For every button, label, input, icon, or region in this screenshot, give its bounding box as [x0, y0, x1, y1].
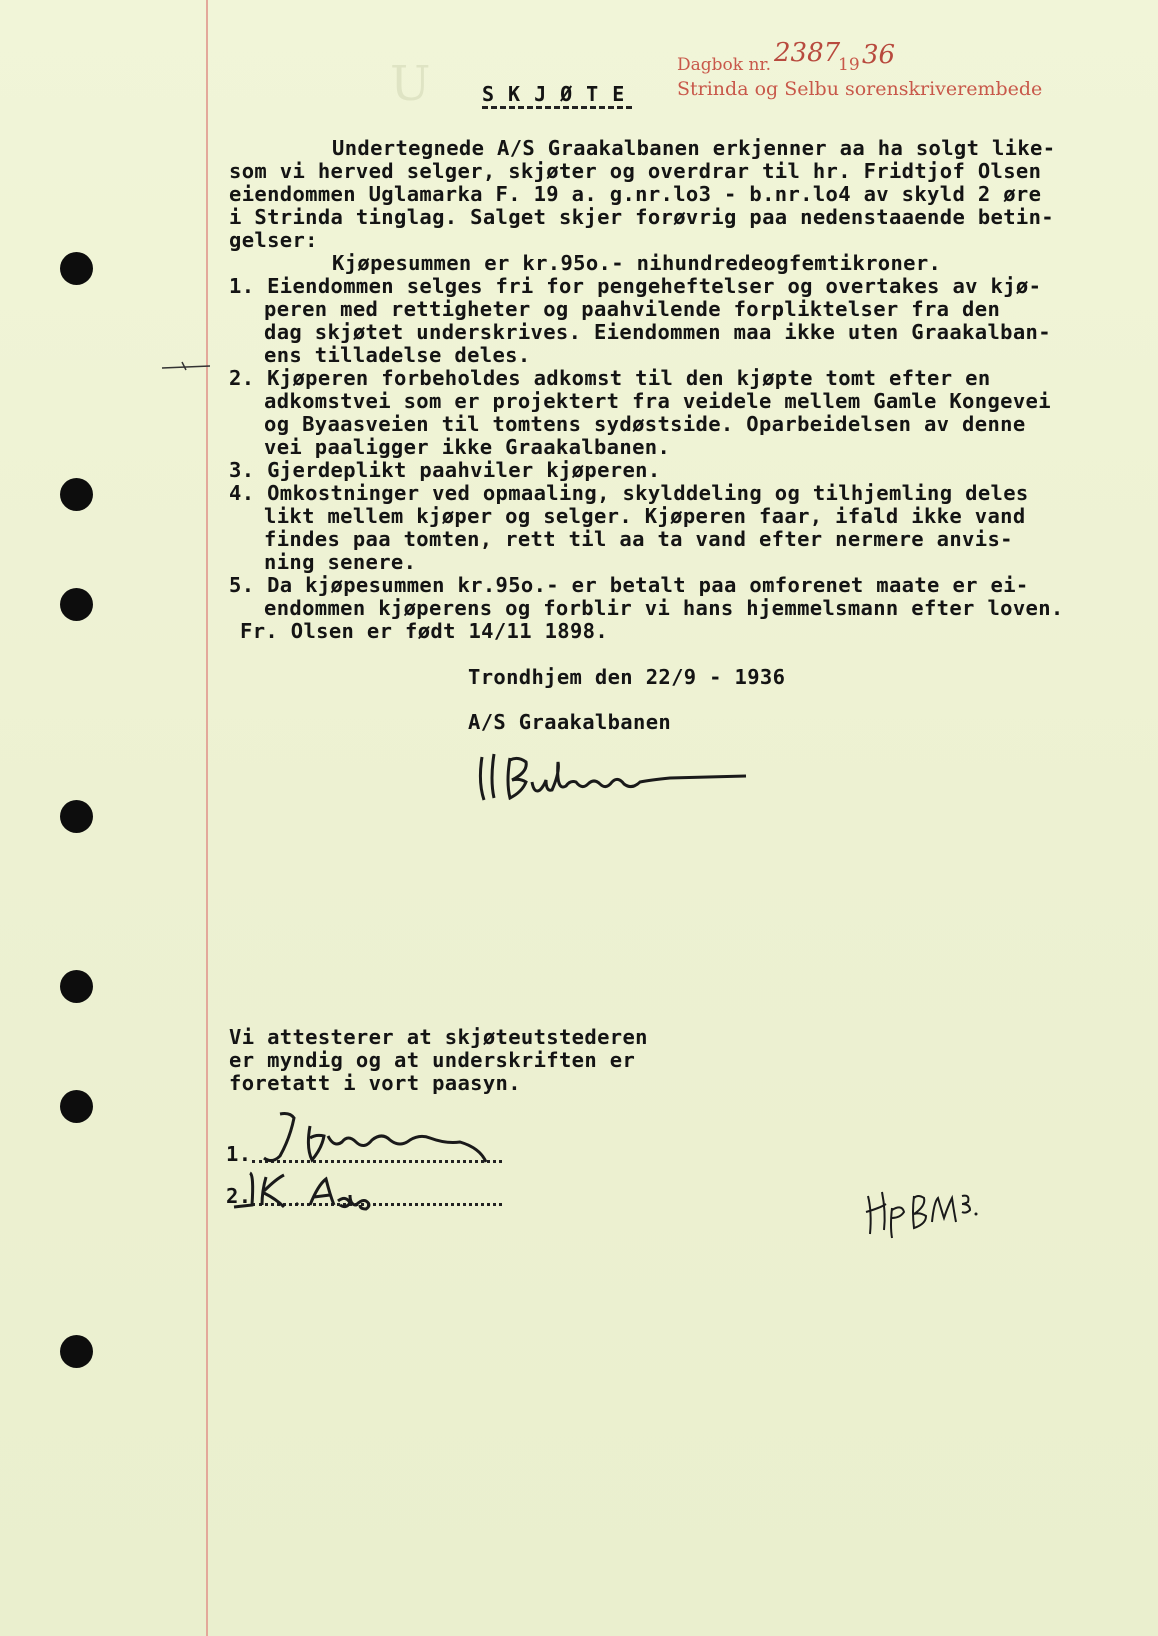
margin-mark: [160, 360, 220, 374]
witness-2-name: [300, 1175, 303, 1176]
margin-line: [206, 0, 208, 1636]
body-line: gelser:: [229, 228, 318, 252]
body-line: og Byaasveien til tomtens sydøstside. Oparbeidelsen av denne: [264, 412, 1026, 436]
body-line: 1. Eiendommen selges fri for pengeheftelser og overtakes av kjø-: [229, 274, 1042, 298]
body-line: ens tilladelse deles.: [264, 343, 531, 367]
body-line: peren med rettigheter og paahvilende forpliktelser fra den: [264, 297, 1001, 321]
place-date: Trondhjem den 22/9 - 1936: [468, 665, 786, 689]
document-title: SKJØTE: [482, 82, 639, 106]
show-through-mark: [380, 40, 460, 130]
body-line: adkomstvei som er projektert fra veidele mellem Gamle Kongevei: [264, 389, 1051, 413]
svg-text:U: U: [390, 56, 431, 112]
body-line: Fr. Olsen er født 14/11 1898.: [240, 619, 609, 643]
body-line: 5. Da kjøpesummen kr.95o.- er betalt paa omforenet maate er ei-: [229, 573, 1029, 597]
punch-hole: [60, 800, 93, 833]
body-line: likt mellem kjøper og selger. Kjøperen faar, ifald ikke vand: [264, 504, 1026, 528]
stamp-number: 2387: [774, 38, 841, 68]
title-underline: [482, 106, 632, 109]
witness-1-number: 1.: [226, 1142, 252, 1166]
body-line: Kjøpesummen er kr.95o.- nihundredeogfemtikroner.: [332, 251, 942, 275]
body-line: Undertegnede A/S Graakalbanen erkjenner aa ha solgt like-: [332, 136, 1056, 160]
body-line: i Strinda tinglag. Salget skjer forøvrig paa nedenstaaende betin-: [229, 205, 1054, 229]
body-line: ning senere.: [264, 550, 417, 574]
initials-note: [862, 1182, 1002, 1242]
witness-2-signature: [226, 1165, 426, 1215]
stamp-prefix: Dagbok nr.: [677, 55, 772, 75]
punch-hole: [60, 970, 93, 1003]
witness-1-name: [300, 1130, 304, 1131]
body-line: vei paaligger ikke Graakalbanen.: [264, 435, 671, 459]
body-line: 4. Omkostninger ved opmaaling, skylddeling og tilhjemling deles: [229, 481, 1029, 505]
punch-hole: [60, 1090, 93, 1123]
body-line: endommen kjøperens og forblir vi hans hjemmelsmann efter loven.: [264, 596, 1064, 620]
witness-1-signature: [250, 1108, 510, 1172]
witness-2-number: 2.: [226, 1184, 252, 1208]
attest-line: foretatt i vort paasyn.: [229, 1071, 521, 1095]
body-line: findes paa tomten, rett til aa ta vand efter nermere anvis-: [264, 527, 1013, 551]
body-line: eiendommen Uglamarka F. 19 a. g.nr.lo3 - b.nr.lo4 av skyld 2 øre: [229, 182, 1042, 206]
body-line: 2. Kjøperen forbeholdes adkomst til den kjøpte tomt efter en: [229, 366, 991, 390]
stamp-year-prefix: 19: [838, 55, 860, 75]
stamp-year: 36: [862, 40, 896, 70]
punch-hole: [60, 1335, 93, 1368]
signature-text: [720, 768, 727, 769]
punch-hole: [60, 252, 93, 285]
punch-hole: [60, 478, 93, 511]
company-name: A/S Graakalbanen: [468, 710, 672, 734]
attest-line: Vi attesterer at skjøteutstederen: [229, 1025, 648, 1049]
body-line: 3. Gjerdeplikt paahviler kjøperen.: [229, 458, 661, 482]
initials-note-text: [900, 1200, 905, 1201]
attest-line: er myndig og at underskriften er: [229, 1048, 636, 1072]
signature-drawing: [470, 742, 790, 812]
punch-hole: [60, 588, 93, 621]
stamp-office: Strinda og Selbu sorenskriverembede: [677, 78, 1043, 100]
body-line: som vi herved selger, skjøter og overdrar til hr. Fridtjof Olsen: [229, 159, 1042, 183]
body-line: dag skjøtet underskrives. Eiendommen maa ikke uten Graakalban-: [264, 320, 1051, 344]
